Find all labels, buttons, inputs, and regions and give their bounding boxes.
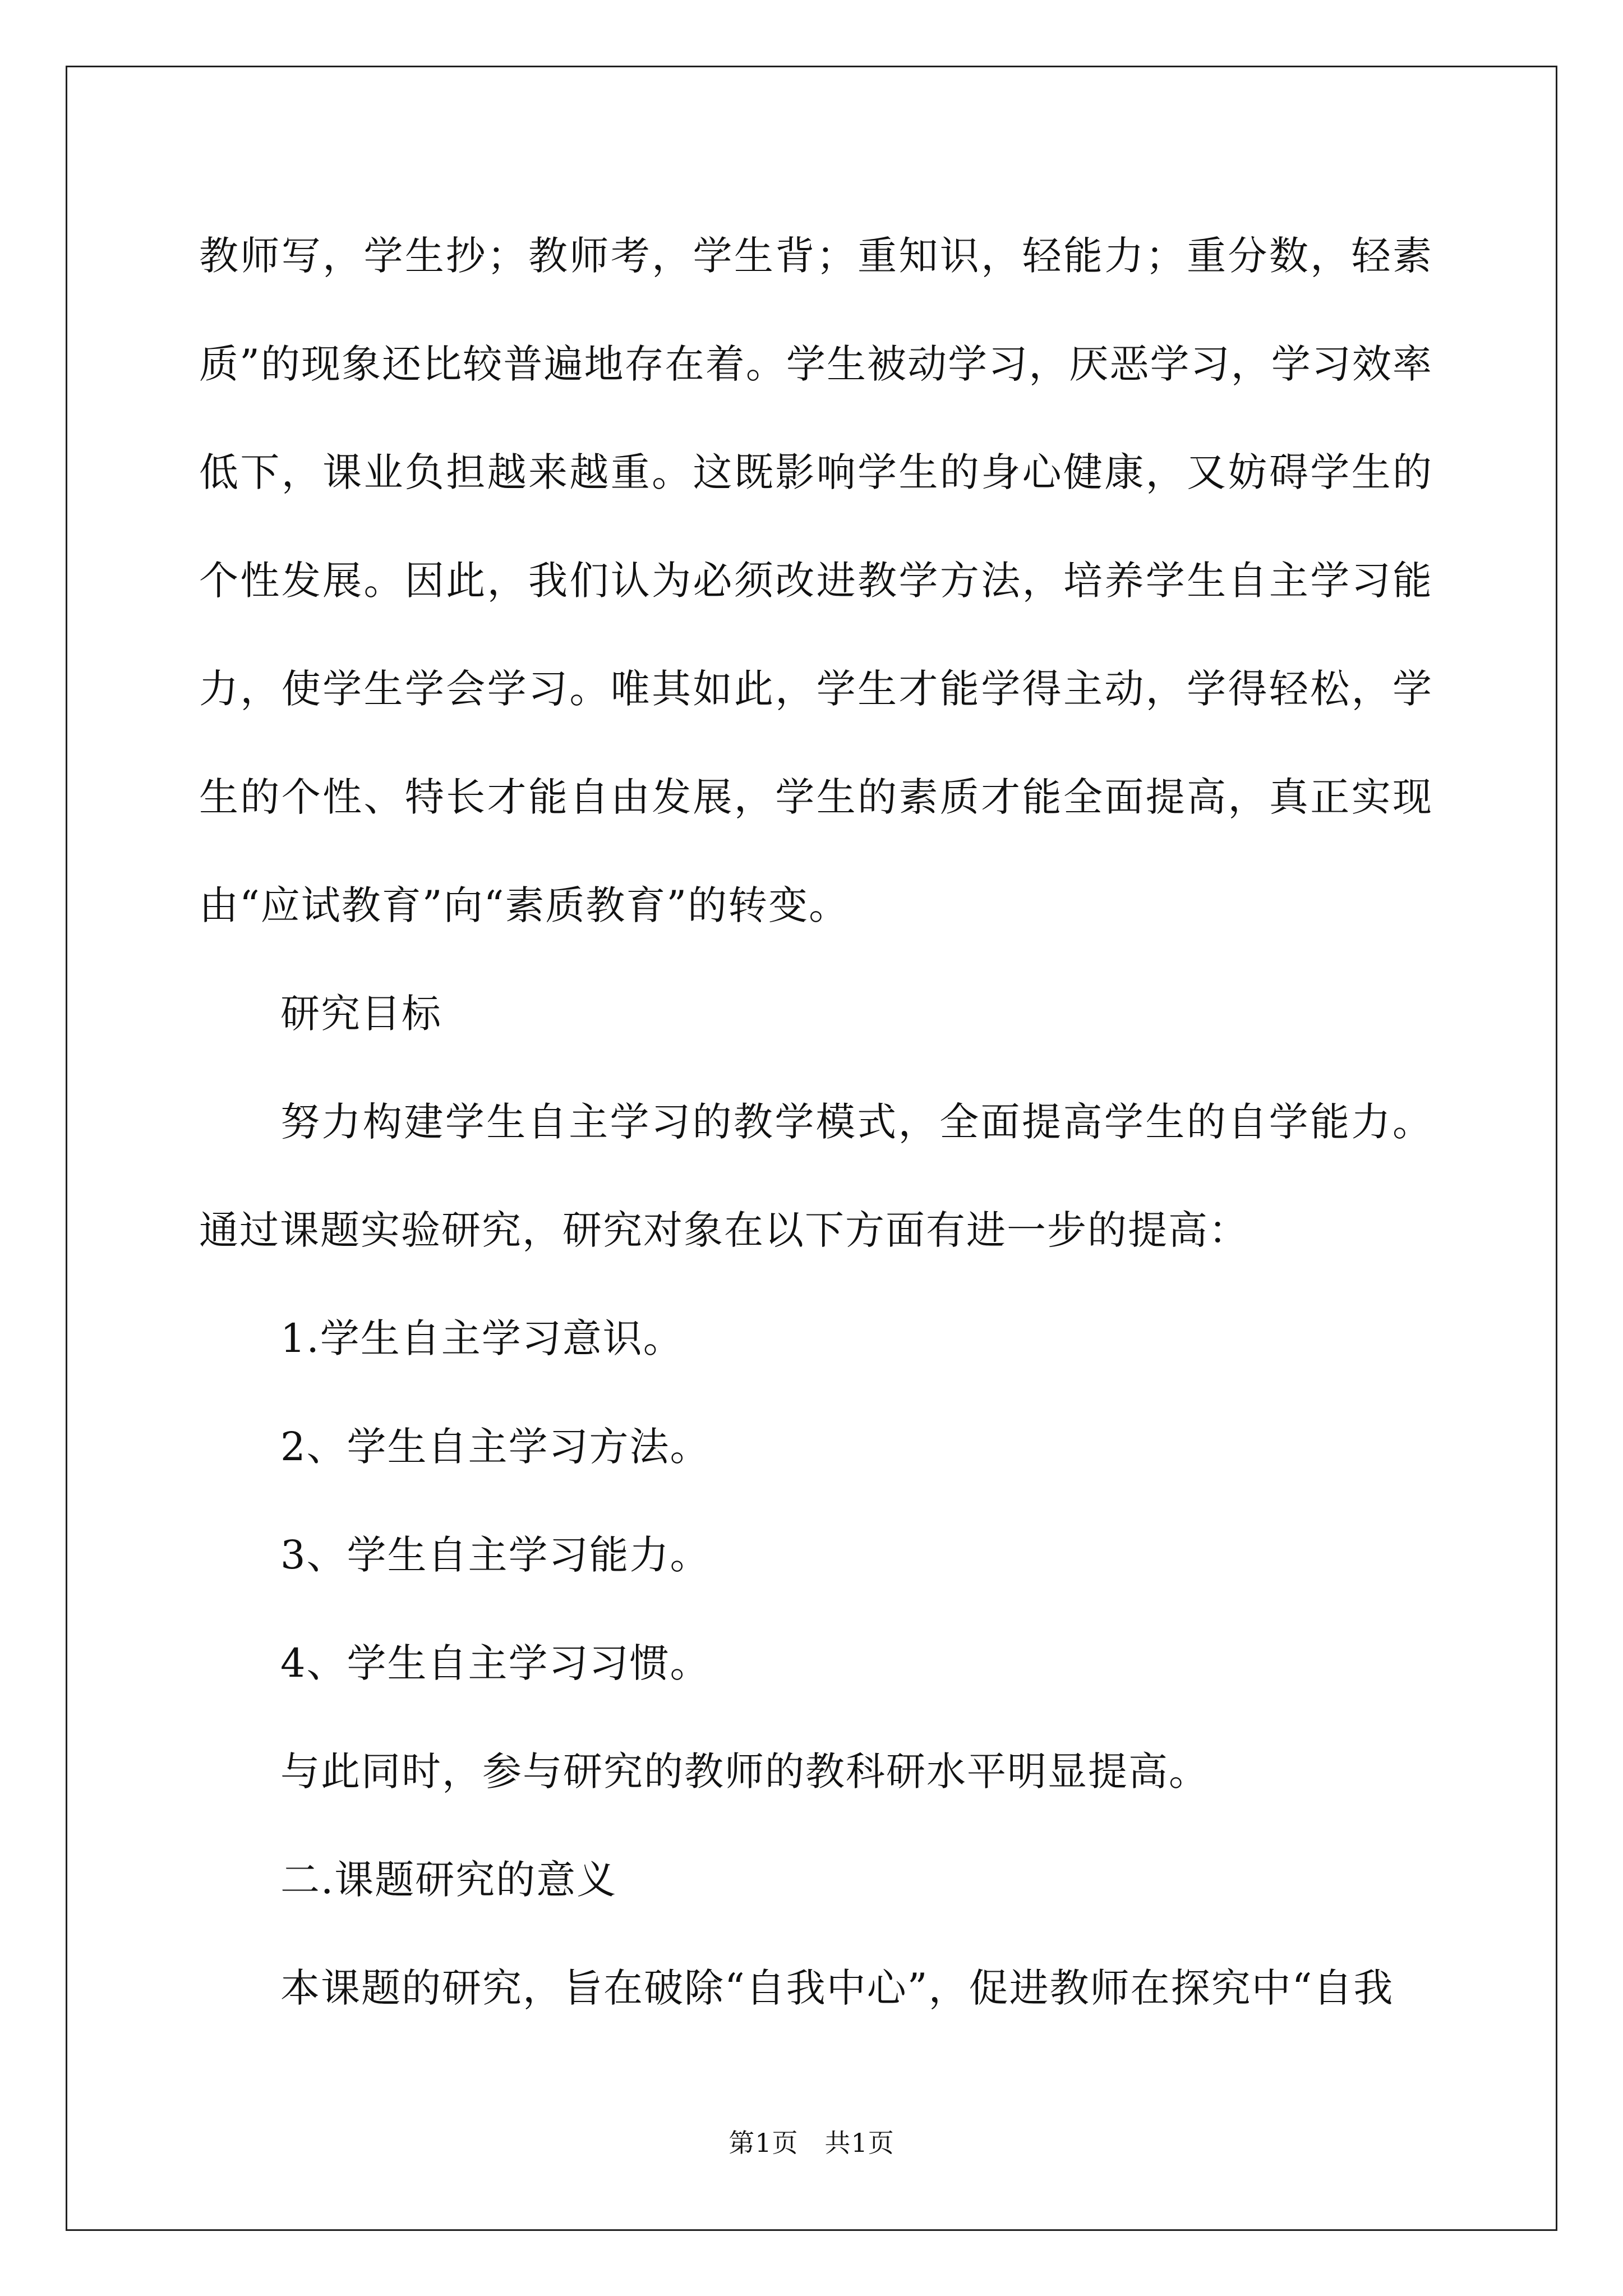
paragraph-research-goal: 努力构建学生自主学习的教学模式，全面提高学生的自学能力。通过课题实验研究，研究对象在以下方面有进一步的提高：: [199, 1099, 1433, 1253]
paragraph-teacher-improvement: 与此同时，参与研究的教师的教科研水平明显提高。: [280, 1749, 1209, 1795]
paragraph-significance: 本课题的研究，旨在破除“自我中心”，促进教师在探究中“自我: [280, 1965, 1394, 2011]
heading-significance: 二.课题研究的意义: [280, 1857, 617, 1903]
list-item-3: 3、学生自主学习能力。: [280, 1532, 711, 1578]
page-footer: 第1页 共1页: [728, 2128, 895, 2158]
list-item-4: 4、学生自主学习习惯。: [280, 1640, 711, 1686]
list-item-2: 2、学生自主学习方法。: [280, 1424, 711, 1470]
heading-research-goal: 研究目标: [280, 991, 442, 1037]
document-body: [199, 202, 1433, 2042]
paragraph-background: 教师写，学生抄；教师考，学生背；重知识，轻能力；重分数，轻素质”的现象还比较普遍地存在着。学生被动学习，厌恶学习，学习效率低下，课业负担越来越重。这既影响学生的身心健康，又妨碍学生的个性发展。因此，我们认为必须改进教学方法，培养学生自主学习能力，使学生学会学习。唯其如此，学生才能学得主动，学得轻松，学生的个性、特长才能自由发展，学生的素质才能全面提高，真正实现由“应试教育”向“素质教育”的转变。: [199, 233, 1433, 928]
list-item-1: 1.学生自主学习意识。: [280, 1315, 684, 1361]
